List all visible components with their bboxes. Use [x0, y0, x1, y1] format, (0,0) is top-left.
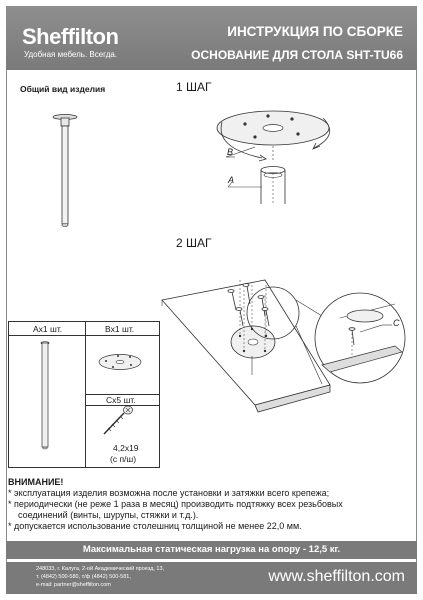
part-c-label: Cx5 шт. [106, 395, 136, 405]
marker-a: A [228, 175, 235, 185]
parts-table [8, 321, 160, 468]
warning-line: * периодически (не реже 1 раза в месяц) производить подтяжку всех резьбовых [8, 499, 343, 509]
brand-logo: Sheffilton [22, 24, 119, 49]
page-subtitle: ОСНОВАНИЕ ДЛЯ СТОЛА SHT-TU66 [191, 48, 403, 62]
warning-line: * допускается использование столешниц толщиной не менее 22,0 мм. [8, 521, 302, 531]
marker-c: C [393, 318, 400, 328]
part-c-size: 4,2x19 [113, 443, 139, 453]
max-load-text: Максимальная статическая нагрузка на опору - 12,5 кг. [82, 544, 341, 555]
part-c-note: (с п/ш) [110, 454, 137, 464]
marker-b: B [227, 147, 234, 157]
step2-drawing [162, 280, 405, 412]
warning-line: соединений (винты, шурупы, стяжки и т.д.). [18, 510, 199, 520]
step2-label: 2 ШАГ [176, 236, 212, 250]
part-a-label: Ax1 шт. [33, 324, 63, 334]
step1-label: 1 ШАГ [176, 80, 212, 94]
brand-slogan: Удобная мебель. Всегда. [24, 50, 118, 59]
warning-block [8, 477, 412, 532]
warning-title: ВНИМАНИЕ! [8, 477, 64, 487]
step1-drawing [217, 111, 330, 204]
max-load-bar [6, 541, 417, 559]
website-link[interactable]: www.sheffilton.com [268, 568, 405, 585]
page-title: ИНСТРУКЦИЯ ПО СБОРКЕ [227, 24, 403, 39]
warning-line: * эксплуатация изделия возможна после установки и затяжки всего крепежа; [8, 488, 330, 498]
footer-bar [6, 562, 417, 594]
company-address: 248033, г. Калуга, 2-ой Академический проезд, 13, т. (4842) 500-580, т/ф (4842) 500-581, e-mail: partner@sheffilton.com [36, 566, 165, 588]
overview-label: Общий вид изделия [20, 84, 106, 94]
part-b-label: Bx1 шт. [105, 324, 135, 334]
overview-leg-drawing [53, 115, 77, 227]
